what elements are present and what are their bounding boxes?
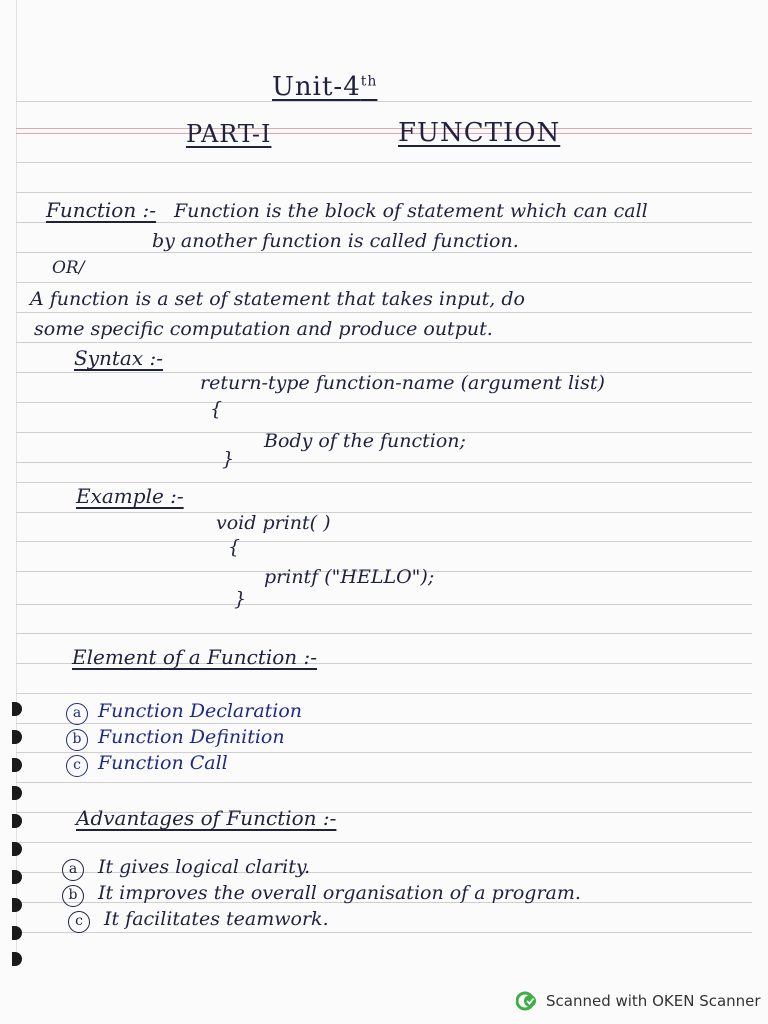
example-label: Example :- xyxy=(76,484,184,508)
advantage-marker: c xyxy=(68,911,90,933)
ruled-line xyxy=(16,633,752,634)
elements-label: Element of a Function :- xyxy=(72,645,318,669)
advantage-marker: a xyxy=(62,859,84,881)
element-marker: c xyxy=(66,755,88,777)
ruled-line xyxy=(16,282,752,283)
unit-title: Unit-4 xyxy=(272,72,361,102)
scanner-watermark xyxy=(516,990,761,1012)
binding-hole xyxy=(12,814,22,828)
example-line-1: void print( ) xyxy=(216,512,331,534)
ruled-line xyxy=(16,541,752,542)
definition-line-2: by another function is called function. xyxy=(152,230,519,252)
element-item xyxy=(66,726,285,751)
definition-label: Function :- xyxy=(46,198,157,222)
element-marker: b xyxy=(66,729,88,751)
syntax-open-brace: { xyxy=(210,398,223,420)
ruled-line-red xyxy=(16,128,752,129)
binding-hole xyxy=(12,842,22,856)
binding-hole xyxy=(12,702,22,716)
oken-scanner-logo-icon xyxy=(516,990,538,1012)
ruled-line xyxy=(16,312,752,313)
element-item xyxy=(66,752,228,777)
element-text: Function Definition xyxy=(98,726,285,748)
alt-definition-line-1: A function is a set of statement that takes input, do xyxy=(30,288,525,310)
ruled-line xyxy=(16,462,752,463)
advantage-item xyxy=(68,908,329,933)
binding-hole xyxy=(12,926,22,940)
ruled-line xyxy=(16,512,752,513)
alt-definition-line-2: some specific computation and produce output. xyxy=(34,318,493,340)
advantage-text: It improves the overall organisation of a program. xyxy=(98,882,581,904)
ruled-line xyxy=(16,252,752,253)
part-heading: PART-I xyxy=(186,120,272,148)
syntax-close-brace: } xyxy=(222,448,235,470)
ruled-line xyxy=(16,192,752,193)
syntax-line-1: return-type function-name (argument list) xyxy=(200,372,605,394)
advantages-label: Advantages of Function :- xyxy=(76,806,337,830)
ruled-line xyxy=(16,342,752,343)
binding-hole xyxy=(12,898,22,912)
element-text: Function Declaration xyxy=(98,700,303,722)
element-text: Function Call xyxy=(98,752,228,774)
ruled-line xyxy=(16,693,752,694)
binding-hole xyxy=(12,730,22,744)
topic-heading: FUNCTION xyxy=(398,118,561,148)
syntax-body: Body of the function; xyxy=(264,430,466,452)
element-marker: a xyxy=(66,703,88,725)
ruled-line xyxy=(16,222,752,223)
binding-hole xyxy=(12,786,22,800)
unit-heading xyxy=(272,72,377,102)
ruled-line xyxy=(16,101,752,102)
scanner-watermark-text: Scanned with OKEN Scanner xyxy=(546,992,761,1010)
syntax-label: Syntax :- xyxy=(74,346,163,370)
ruled-line xyxy=(16,402,752,403)
ruled-line xyxy=(16,842,752,843)
ruled-line xyxy=(16,162,752,163)
advantage-item xyxy=(62,882,581,907)
ruled-line xyxy=(16,482,752,483)
example-body: printf ("HELLO"); xyxy=(264,566,435,588)
advantage-marker: b xyxy=(62,885,84,907)
binding-hole xyxy=(12,758,22,772)
ruled-line xyxy=(16,782,752,783)
example-close-brace: } xyxy=(234,588,247,610)
element-item xyxy=(66,700,302,725)
advantage-text: It gives logical clarity. xyxy=(98,856,311,878)
unit-superscript: th xyxy=(360,73,378,90)
definition-line-1: Function is the block of statement which can call xyxy=(174,200,648,222)
ruled-line xyxy=(16,604,752,605)
binding-hole xyxy=(12,952,22,966)
example-open-brace: { xyxy=(228,536,241,558)
advantage-text: It facilitates teamwork. xyxy=(104,908,329,930)
or-marker: OR/ xyxy=(52,258,85,278)
ruled-line-red xyxy=(16,133,752,134)
binding-hole xyxy=(12,870,22,884)
advantage-item xyxy=(62,856,310,881)
